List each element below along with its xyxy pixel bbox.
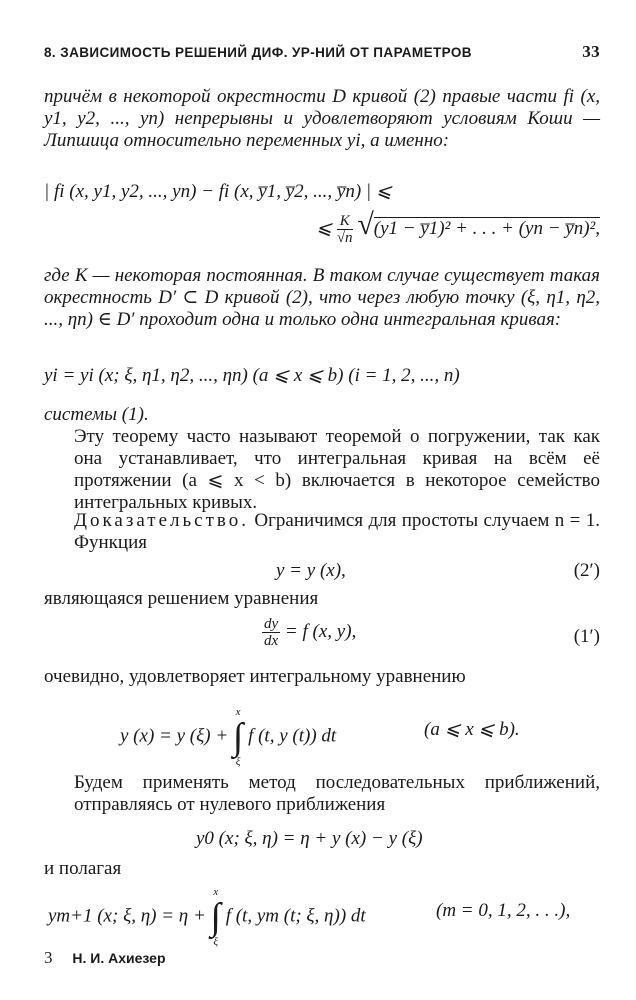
integrand: f (t, y (t)) dt: [248, 725, 337, 747]
equation-1prime-rhs: = f (x, y),: [284, 620, 357, 642]
dy-dx-fraction: [262, 616, 280, 649]
sqrt-sign: √: [357, 208, 374, 241]
paragraph-neighborhood: где K — некоторая постоянная. В таком случае существует такая окрестность D′ ⊂ D кривой (2), что через любую точку (ξ, η1, η2, ..., ηn) ∈ D′ проходит одна и только одна интегральная кривая:: [44, 265, 600, 330]
equation-2prime-number: (2′): [573, 560, 600, 581]
integral-condition: (a ⩽ x ⩽ b).: [424, 719, 520, 740]
systems-ref: системы (1).: [44, 404, 149, 425]
paragraph-integral-eq: очевидно, удовлетворяет интегральному уравнению: [44, 666, 466, 687]
equation-1prime: [44, 616, 600, 656]
equation-1prime-body: [262, 616, 356, 649]
header-title: 8. ЗАВИСИМОСТЬ РЕШЕНИЙ ДИФ. УР-НИЙ ОТ ПАРАМЕТРОВ: [44, 45, 472, 60]
iteration-integrand: f (t, ym (t; ξ, η)) dt: [225, 905, 366, 927]
signature-mark: 3: [44, 948, 53, 967]
paragraph-embedding-theorem: Эту теорему часто называют теоремой о погружении, так как она устанавливает, что интегральная кривая на всём её протяжении (a ⩽ x < b) включается в некоторое семейство интегральных кривых.: [74, 426, 600, 513]
footer-author: Н. И. Ахиезер: [72, 950, 166, 966]
upper-limit: x: [213, 886, 219, 898]
paragraph-conditions: причём в некоторой окрестности D кривой (2) правые части fi (x, y1, y2, ..., yn) непрерывны и удовлетворяют условиям Коши — Липшица относительно переменных yi, а именно:: [44, 86, 600, 151]
iteration-equation: [44, 876, 600, 948]
fraction-denominator: √n: [336, 230, 353, 247]
proof-label: Доказательство.: [74, 510, 249, 531]
page-footer: [44, 948, 166, 968]
iteration-limits: [211, 886, 221, 948]
integral-equation-body: [120, 706, 336, 768]
lipschitz-inequality-line2: [44, 208, 600, 246]
leq-sign: ⩽: [316, 218, 333, 239]
page-number: 33: [582, 42, 600, 61]
equation-2prime-body: y = y (x),: [276, 560, 346, 581]
integral-lhs: y (x) = y (ξ) +: [120, 725, 229, 747]
lower-limit: ξ: [235, 756, 241, 768]
iteration-equation-body: [48, 886, 366, 948]
paragraph-successive-approx: Будем применять метод последовательных приближений, отправляясь от нулевого приближения: [74, 772, 600, 815]
integral-limits: [233, 706, 243, 768]
paragraph-solution-of: являющаяся решением уравнения: [44, 588, 319, 609]
lower-limit: ξ: [213, 936, 219, 948]
fraction-numerator: K: [337, 213, 353, 230]
equation-1prime-number: (1′): [573, 626, 600, 647]
integral-sign: ∫: [232, 716, 244, 758]
paragraph-proof-start: [44, 510, 600, 554]
running-header: [44, 42, 600, 62]
fraction-denominator: dx: [264, 633, 279, 649]
fraction-numerator: dy: [264, 616, 279, 632]
k-over-sqrt-n: [337, 213, 353, 246]
integral-sign: ∫: [210, 896, 221, 938]
zero-approximation-body: y0 (x; ξ, η) = η + y (x) − y (ξ): [196, 828, 423, 849]
iteration-condition: (m = 0, 1, 2, . . .),: [436, 900, 571, 921]
integral-equation: [44, 696, 600, 768]
lipschitz-inequality-line1: | fi (x, y1, y2, ..., yn) − fi (x, y̅1, y̅2, ..., y̅n) | ⩽: [44, 181, 392, 202]
upper-limit: x: [235, 706, 241, 718]
solution-family-equation: yi = yi (x; ξ, η1, η2, ..., ηn) (a ⩽ x ⩽ b) (i = 1, 2, ..., n): [44, 365, 460, 386]
proof-text: Ограничимся для простоты случаем n = 1. Функция: [74, 510, 600, 553]
paragraph-setting: и полагая: [44, 858, 122, 879]
radicand: (y1 − y̅1)² + . . . + (yn − y̅n)²,: [373, 218, 600, 239]
iteration-lhs: ym+1 (x; ξ, η) = η +: [48, 905, 206, 927]
